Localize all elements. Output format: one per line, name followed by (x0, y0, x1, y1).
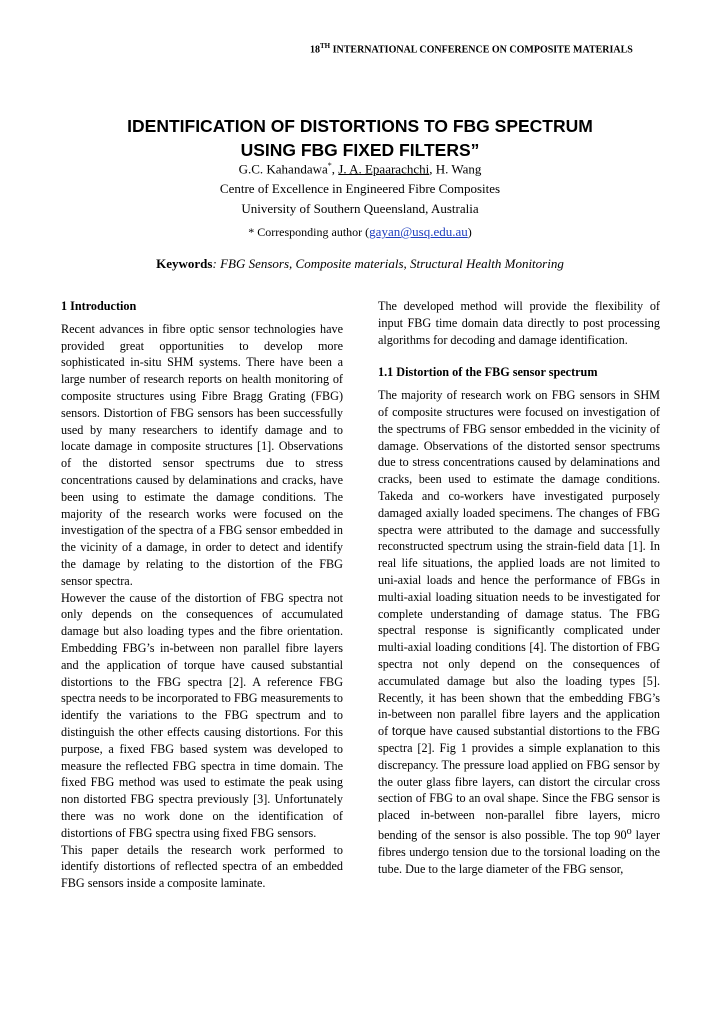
torque-word: torque (391, 724, 426, 739)
corresponding-mark: * (327, 161, 332, 170)
affiliation-2: University of Southern Queensland, Australia (241, 201, 479, 217)
paragraph-2-part-a: The majority of research work on FBG sensors in SHM of composite structures were focused on investigation of the spectrums of FBG sensor embedded in the vicinity of damage. Observations of the distorted sensor spectrums due to stress concentrations caused by delaminations and cracks, been used to estimate the damage conditions. Takeda and co-workers have investigated purposely damaged axially loaded specimens. The changes of FBG spectra were attributed to the damage and successfully reconstructed spectrum using the strain-field data [1]. In real life situations, the applied loads are not limited to uni-axial loads and hence the performance of FBGs in multi-axial loading situation needs to be investigated for complete understanding of damage status. The FBG spectral response is significantly complicated under multi-axial loading conditions [4]. The distortion of FBG spectra not only depend on the consequences of accumulated damage but also the loading types [5]. Recently, it has been shown that the embedding FBG’s in-between non parallel fibre layers and the application of (378, 388, 660, 739)
right-paragraph-2 (378, 387, 660, 877)
author-block (60, 156, 660, 219)
corresponding-suffix: ) (467, 225, 472, 239)
author-separator: , (429, 161, 436, 177)
paragraph-2-part-c: layer fibres undergo tension due to the torsional loading on the tube. Due to the large diameter of the FBG sensor, (378, 827, 660, 876)
subsection-heading-distortion: 1.1 Distortion of the FBG sensor spectrum (378, 365, 598, 380)
conference-number: 18 (310, 44, 320, 56)
intro-paragraph-2: However the cause of the distortion of FBG spectra not only depends on the consequences of accumulated damage but also loading types and the fibre orientation. Embedding FBG’s in-between non parallel fibre layers and the application of torque have caused substantial distortions to the FBG spectra [2]. A reference FBG spectra needs to be incorporated to FBG measurements to identify the variations to the FBG spectrum and to distinguish the other effects causing distortions. For this purpose, a fixed FBG based system was developed to measure the reflected FBG spectra in time domain. The fixed FBG method was used to estimate the peak using non distorted FBG spectra previously [3]. Unfortunately there was no work done on the identification of distortions of FBG spectra using fixed FBG sensors. (61, 590, 343, 840)
author-2: J. A. Epaarachchi (338, 161, 430, 177)
conference-header (0, 42, 720, 55)
keywords-text: : FBG Sensors, Composite materials, Structural Health Monitoring (212, 256, 564, 271)
corresponding-prefix: * Corresponding author ( (248, 225, 370, 239)
left-column (61, 298, 343, 892)
right-paragraph-1: The developed method will provide the flexibility of input FBG time domain data directly to post processing algorithms for decoding and damage identification. (378, 299, 660, 347)
corresponding-email-link[interactable]: gayan@usq.edu.au (369, 224, 468, 239)
title-line-1: IDENTIFICATION OF DISTORTIONS TO FBG SPECTRUM (127, 116, 593, 136)
keywords-label: Keywords (156, 256, 213, 271)
title-line-2: USING FBG FIXED FILTERS” (240, 140, 480, 160)
corresponding-author (60, 224, 660, 240)
conference-ordinal: TH (320, 42, 331, 50)
degree-mark: o (626, 825, 632, 837)
affiliation-1: Centre of Excellence in Engineered Fibre Composites (219, 181, 501, 197)
author-line (60, 156, 660, 179)
author-1: G.C. Kahandawa (238, 161, 328, 177)
right-column (378, 298, 660, 877)
conference-name: INTERNATIONAL CONFERENCE ON COMPOSITE MATERIALS (330, 44, 633, 56)
section-heading-introduction: 1 Introduction (61, 299, 137, 313)
keywords-line (60, 256, 660, 272)
intro-paragraph-3: This paper details the research work performed to identify distortions of reflected spectra of an embedded FBG sensors inside a composite laminate. (61, 842, 343, 891)
author-separator: , (331, 161, 339, 177)
author-3: H. Wang (435, 161, 482, 177)
paragraph-2-part-b: have caused substantial distortions to the FBG spectra [2]. Fig 1 provides a simple explanation to this discrepancy. The pressure load applied on FBG sensor by the outer glass fibre layers, can distort the circular cross section of FBG to an oval shape. Since the FBG sensor is placed in-between non-parallel fibre layers, micro bending of the sensor is also possible. The top 90 (378, 724, 660, 842)
intro-paragraph-1: Recent advances in fibre optic sensor technologies have provided great opportunities to develop more sophisticated in-situ SHM systems. There have been a large number of research reports on health monitoring of composite structures using Fibre Bragg Grating (FBG) sensors. Distortion of FBG sensors has been successfully used by many researchers to identify damage and to locate damage in composite structures [1]. Observations of the distorted sensor spectrums due to stress concentrations caused by delaminations and cracks, have been using to estimate the damage conditions. The majority of the research works were focused on the investigation of the spectra of a FBG sensor embedded in the vicinity of a damage, in order to detect and identify the damage by relating to the distortion of the FBG sensor spectra. (61, 321, 343, 588)
conference-line (310, 42, 710, 55)
paper-title (60, 114, 660, 162)
